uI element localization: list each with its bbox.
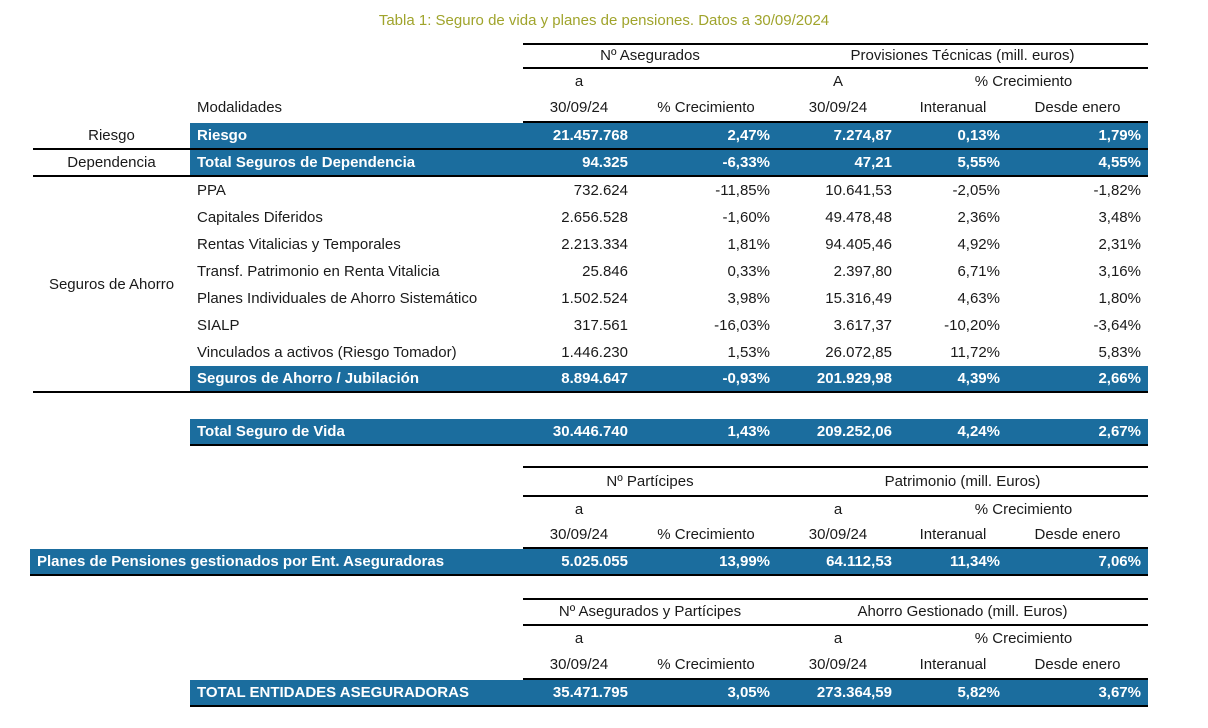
cell-provisiones: 15.316,49 bbox=[825, 290, 892, 307]
table3-header bbox=[523, 598, 1148, 680]
cell-desde-enero: 3,67% bbox=[1098, 684, 1141, 701]
cell-n-asegurados: 94.325 bbox=[582, 154, 628, 171]
cell-desde-enero: -3,64% bbox=[1093, 317, 1141, 334]
cell-desde-enero: 3,48% bbox=[1098, 209, 1141, 226]
cell-interanual: 5,55% bbox=[957, 154, 1000, 171]
cell-provisiones: 94.405,46 bbox=[825, 236, 892, 253]
cell-interanual: 4,63% bbox=[957, 290, 1000, 307]
cell-n-asegurados: 317.561 bbox=[573, 317, 628, 334]
cell-interanual: 4,92% bbox=[957, 236, 1000, 253]
row-label: Total Seguros de Dependencia bbox=[197, 154, 416, 171]
cell-crecimiento-asegurados: -1,60% bbox=[722, 209, 770, 226]
table-row bbox=[190, 366, 1148, 393]
subheader-a-asegurados-participes: a bbox=[574, 630, 584, 647]
subheader-spacer bbox=[635, 626, 777, 652]
table1-body bbox=[190, 123, 1148, 393]
col-header-desde-enero: Desde enero bbox=[1034, 656, 1121, 673]
col-header-fecha-provisiones: 30/09/24 bbox=[808, 99, 868, 116]
table1-subheader-row-1 bbox=[523, 69, 1148, 95]
col-header-fecha-asegurados: 30/09/24 bbox=[549, 99, 609, 116]
cell-interanual: 5,82% bbox=[957, 684, 1000, 701]
subheader-pct-crecimiento: % Crecimiento bbox=[974, 501, 1073, 518]
table3-group-header-row bbox=[523, 600, 1148, 626]
col-header-crecimiento-participes: % Crecimiento bbox=[657, 526, 755, 543]
cell-interanual: 6,71% bbox=[957, 263, 1000, 280]
cell-desde-enero: 5,83% bbox=[1098, 344, 1141, 361]
cell-crecimiento-asegurados: 2,47% bbox=[727, 127, 770, 144]
table2-subheader-row-1 bbox=[523, 497, 1148, 522]
row-label: Planes Individuales de Ahorro Sistemático bbox=[197, 290, 478, 307]
cell-crecimiento: 3,05% bbox=[727, 684, 770, 701]
table-row bbox=[190, 312, 1148, 339]
table-row bbox=[190, 204, 1148, 231]
page-title: Tabla 1: Seguro de vida y planes de pensiones. Datos a 30/09/2024 bbox=[378, 12, 830, 29]
cell-interanual: 11,72% bbox=[950, 344, 1000, 361]
cell-provisiones: 10.641,53 bbox=[825, 182, 892, 199]
col-header-interanual: Interanual bbox=[919, 99, 987, 116]
table-row bbox=[190, 177, 1148, 204]
modalidades-label: Modalidades bbox=[197, 99, 283, 116]
subheader-a-asegurados: a bbox=[574, 73, 584, 90]
col-header-desde-enero: Desde enero bbox=[1034, 99, 1121, 116]
cell-interanual: -10,20% bbox=[944, 317, 1000, 334]
table1-column-header-row bbox=[523, 95, 1148, 121]
row-label: Rentas Vitalicias y Temporales bbox=[197, 236, 401, 253]
cell-desde-enero: 1,79% bbox=[1098, 127, 1141, 144]
cell-desde-enero: 7,06% bbox=[1098, 553, 1141, 570]
col-header-fecha-ahorro: 30/09/24 bbox=[808, 656, 868, 673]
cell-n-asegurados: 2.656.528 bbox=[561, 209, 628, 226]
table-row bbox=[190, 339, 1148, 366]
table1-header bbox=[523, 43, 1148, 123]
cell-provisiones: 209.252,06 bbox=[816, 423, 892, 440]
subheader-spacer bbox=[635, 69, 777, 95]
cell-interanual: 11,34% bbox=[949, 553, 1000, 570]
cell-n-asegurados: 1.502.524 bbox=[561, 290, 628, 307]
cell-desde-enero: -1,82% bbox=[1093, 182, 1141, 199]
cell-crecimiento-asegurados: -6,33% bbox=[722, 154, 770, 171]
row-label: Seguros de Ahorro / Jubilación bbox=[197, 370, 419, 387]
cell-n-asegurados: 25.846 bbox=[582, 263, 628, 280]
cell-desde-enero: 2,67% bbox=[1098, 423, 1141, 440]
row-label: Vinculados a activos (Riesgo Tomador) bbox=[197, 344, 457, 361]
cell-provisiones: 201.929,98 bbox=[816, 370, 892, 387]
group-header-asegurados-y-participes: Nº Asegurados y Partícipes bbox=[558, 603, 742, 620]
cell-desde-enero: 2,66% bbox=[1098, 370, 1141, 387]
cell-interanual: 4,24% bbox=[957, 423, 1000, 440]
col-header-fecha-patrimonio: 30/09/24 bbox=[808, 526, 868, 543]
group-header-n-asegurados: Nº Asegurados bbox=[600, 47, 700, 64]
cell-ahorro-gestionado: 273.364,59 bbox=[816, 684, 892, 701]
table2-group-header-row bbox=[523, 468, 1148, 497]
cell-provisiones: 26.072,85 bbox=[825, 344, 892, 361]
col-header-interanual: Interanual bbox=[919, 526, 987, 543]
subheader-a-patrimonio: a bbox=[833, 501, 843, 518]
table1-group-header-row bbox=[523, 45, 1148, 69]
col-header-crecimiento-asegurados: % Crecimiento bbox=[657, 99, 755, 116]
group-header-provisiones-tecnicas: Provisiones Técnicas (mill. euros) bbox=[850, 47, 1075, 64]
cell-n-asegurados: 1.446.230 bbox=[561, 344, 628, 361]
cell-n-participes: 5.025.055 bbox=[561, 553, 628, 570]
cell-crecimiento-asegurados: -11,85% bbox=[715, 182, 770, 199]
col-header-interanual: Interanual bbox=[919, 656, 987, 673]
cell-crecimiento-asegurados: 3,98% bbox=[727, 290, 770, 307]
row-label: TOTAL ENTIDADES ASEGURADORAS bbox=[197, 684, 469, 701]
cell-interanual: 4,39% bbox=[957, 370, 1000, 387]
subheader-a-provisiones: A bbox=[832, 73, 843, 90]
cell-provisiones: 47,21 bbox=[854, 154, 892, 171]
cell-n-asegurados: 21.457.768 bbox=[552, 127, 628, 144]
cell-crecimiento-asegurados: 1,43% bbox=[727, 423, 770, 440]
row-label: Planes de Pensiones gestionados por Ent. Aseguradoras bbox=[37, 553, 445, 570]
cell-n-asegurados: 30.446.740 bbox=[552, 423, 628, 440]
cell-crecimiento-participes: 13,99% bbox=[719, 553, 770, 570]
subheader-a-participes: a bbox=[574, 501, 584, 518]
cell-desde-enero: 2,31% bbox=[1098, 236, 1141, 253]
row-label: PPA bbox=[197, 182, 226, 199]
row-label: SIALP bbox=[197, 317, 240, 334]
planes-pensiones-row bbox=[30, 549, 1148, 576]
cell-n-asegurados-participes: 35.471.795 bbox=[552, 684, 628, 701]
cell-desde-enero: 3,16% bbox=[1098, 263, 1141, 280]
cell-interanual: 0,13% bbox=[957, 127, 1000, 144]
side-label-dependencia: Dependencia bbox=[33, 150, 190, 177]
table-row bbox=[190, 231, 1148, 258]
side-label-seguros-de-ahorro: Seguros de Ahorro bbox=[33, 177, 190, 393]
col-header-fecha-asegurados-participes: 30/09/24 bbox=[549, 656, 609, 673]
cell-interanual: -2,05% bbox=[952, 182, 1000, 199]
col-header-desde-enero: Desde enero bbox=[1034, 526, 1121, 543]
table3-subheader-row-1 bbox=[523, 626, 1148, 652]
table-row bbox=[190, 150, 1148, 177]
cell-n-asegurados: 732.624 bbox=[573, 182, 628, 199]
cell-desde-enero: 4,55% bbox=[1098, 154, 1141, 171]
table-row bbox=[190, 258, 1148, 285]
cell-provisiones: 2.397,80 bbox=[833, 263, 892, 280]
subheader-pct-crecimiento: % Crecimiento bbox=[974, 630, 1073, 647]
col-header-fecha-participes: 30/09/24 bbox=[549, 526, 609, 543]
group-header-ahorro-gestionado: Ahorro Gestionado (mill. Euros) bbox=[857, 603, 1068, 620]
subheader-spacer bbox=[635, 497, 777, 522]
table-row bbox=[190, 123, 1148, 150]
cell-n-asegurados: 2.213.334 bbox=[561, 236, 628, 253]
cell-crecimiento-asegurados: -0,93% bbox=[722, 370, 770, 387]
table-row bbox=[190, 285, 1148, 312]
row-label: Transf. Patrimonio en Renta Vitalicia bbox=[197, 263, 440, 280]
cell-crecimiento-asegurados: 0,33% bbox=[727, 263, 770, 280]
col-header-crecimiento-asegurados-participes: % Crecimiento bbox=[657, 656, 755, 673]
total-entidades-aseguradoras-row bbox=[190, 680, 1148, 707]
table2-header bbox=[523, 466, 1148, 549]
cell-provisiones: 7.274,87 bbox=[833, 127, 892, 144]
row-label: Riesgo bbox=[197, 127, 248, 144]
cell-interanual: 2,36% bbox=[957, 209, 1000, 226]
row-label: Capitales Diferidos bbox=[197, 209, 323, 226]
table2-column-header-row bbox=[523, 522, 1148, 547]
cell-crecimiento-asegurados: 1,53% bbox=[727, 344, 770, 361]
table3-column-header-row bbox=[523, 652, 1148, 678]
cell-crecimiento-asegurados: 1,81% bbox=[727, 236, 770, 253]
group-header-n-participes: Nº Partícipes bbox=[606, 473, 694, 490]
cell-crecimiento-asegurados: -16,03% bbox=[714, 317, 770, 334]
subheader-a-ahorro: a bbox=[833, 630, 843, 647]
row-label: Total Seguro de Vida bbox=[197, 423, 345, 440]
group-header-patrimonio: Patrimonio (mill. Euros) bbox=[884, 473, 1041, 490]
cell-n-asegurados: 8.894.647 bbox=[561, 370, 628, 387]
cell-provisiones: 49.478,48 bbox=[825, 209, 892, 226]
cell-desde-enero: 1,80% bbox=[1098, 290, 1141, 307]
cell-provisiones: 3.617,37 bbox=[833, 317, 892, 334]
side-label-riesgo: Riesgo bbox=[33, 123, 190, 150]
total-seguro-de-vida-row bbox=[190, 419, 1148, 446]
subheader-pct-crecimiento: % Crecimiento bbox=[974, 73, 1073, 90]
cell-patrimonio: 64.112,53 bbox=[826, 553, 892, 570]
